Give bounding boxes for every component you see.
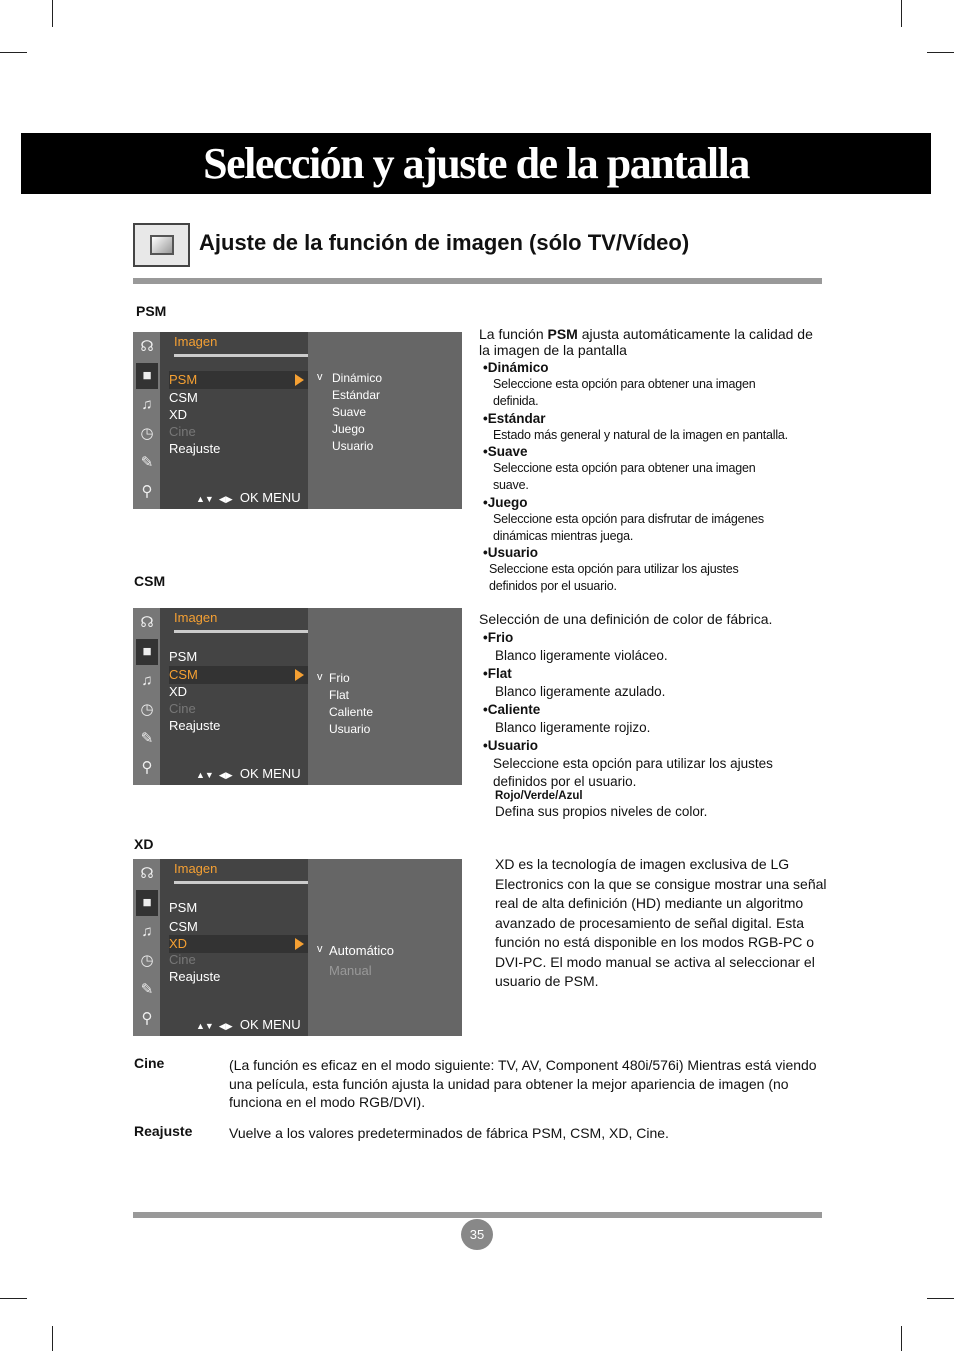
bullet-item: •Frio — [483, 630, 514, 645]
osd-header: Imagen — [174, 610, 218, 625]
psm-label: PSM — [136, 303, 167, 319]
crop-mark — [0, 1298, 27, 1299]
csm-label: CSM — [134, 573, 166, 589]
bullet-desc: Seleccione esta opción para utilizar los ajustes — [489, 562, 739, 576]
osd-header: Imagen — [174, 334, 218, 349]
osd-icon-strip — [133, 332, 160, 509]
bullet-desc: Seleccione esta opción para utilizar los ajustes — [493, 756, 773, 771]
top-rule — [133, 278, 822, 284]
arrow-right-icon — [295, 669, 304, 681]
reajuste-description: Vuelve a los valores predeterminados de fábrica PSM, CSM, XD, Cine. — [229, 1125, 669, 1141]
osd-footer: ▲▼ ◀▶ OK MENU — [196, 1017, 301, 1032]
osd-option[interactable]: Suave — [332, 405, 367, 419]
crop-mark — [901, 0, 902, 27]
crop-mark — [52, 0, 53, 27]
bullet-desc: Seleccione esta opción para obtener una imagen — [493, 461, 756, 475]
osd-option[interactable]: Dinámico — [332, 371, 383, 385]
lock-icon: ⚲ — [141, 759, 153, 776]
picture-icon: ■ — [136, 890, 158, 916]
picture-icon — [133, 223, 190, 267]
osd-icon-strip — [133, 859, 160, 1036]
page-number: 35 — [461, 1219, 493, 1250]
arrow-right-icon — [295, 938, 304, 950]
bullet-item: •Estándar — [483, 411, 546, 426]
bullet-item: •Usuario — [483, 545, 538, 560]
bullet-desc: Blanco ligeramente rojizo. — [495, 720, 651, 735]
title-bar — [21, 133, 931, 194]
option-icon: ✎ — [140, 730, 154, 747]
section-title: Ajuste de la función de imagen (sólo TV/Vídeo) — [199, 230, 690, 255]
reajuste-label: Reajuste — [134, 1123, 193, 1139]
osd-item-csm[interactable]: CSM — [169, 666, 308, 684]
antenna-icon: ☊ — [140, 338, 154, 355]
osd-header: Imagen — [174, 861, 218, 876]
bullet-desc: definida. — [493, 394, 539, 408]
osd-option[interactable]: Manual — [329, 963, 372, 978]
osd-item-xd[interactable]: XD — [169, 407, 188, 422]
osd-menu-psm — [133, 332, 462, 509]
page-title: Selección y ajuste de la pantalla — [203, 139, 749, 188]
check-icon: v — [317, 671, 323, 683]
osd-icon-strip — [133, 608, 160, 785]
bullet-desc: Blanco ligeramente azulado. — [495, 684, 666, 699]
check-icon: v — [317, 371, 323, 383]
bullet-desc: suave. — [493, 478, 529, 492]
audio-icon: ♫ — [141, 396, 153, 413]
bullet-item: •Suave — [483, 444, 528, 459]
osd-item-psm[interactable]: PSM — [169, 900, 198, 915]
bullet-item: •Flat — [483, 666, 512, 681]
clock-icon: ◷ — [140, 701, 154, 718]
lock-icon: ⚲ — [141, 1010, 153, 1027]
option-icon: ✎ — [140, 981, 154, 998]
osd-footer: ▲▼ ◀▶ OK MENU — [196, 766, 301, 781]
cine-description: (La función es eficaz en el modo siguiente: TV, AV, Component 480i/576i) Mientras está viendo una película, esta función ajusta la unidad para obtener la mejor apariencia de imagen (no funciona en el modo RGB/DVI). — [229, 1057, 817, 1110]
osd-item-csm[interactable]: CSM — [169, 390, 198, 405]
antenna-icon: ☊ — [140, 865, 154, 882]
check-icon: v — [317, 943, 323, 955]
bullet-item: •Dinámico — [483, 360, 549, 375]
option-icon: ✎ — [140, 454, 154, 471]
antenna-icon: ☊ — [140, 614, 154, 631]
osd-option[interactable]: Juego — [332, 422, 365, 436]
osd-footer: ▲▼ ◀▶ OK MENU — [196, 490, 301, 505]
bullet-desc: Seleccione esta opción para disfrutar de imágenes — [493, 512, 764, 526]
cine-label: Cine — [134, 1055, 165, 1071]
bullet-item: •Juego — [483, 495, 528, 510]
osd-item-psm[interactable]: PSM — [169, 371, 308, 389]
audio-icon: ♫ — [141, 923, 153, 940]
csm-intro: Selección de una definición de color de fábrica. — [479, 611, 773, 627]
osd-option[interactable]: Flat — [329, 688, 350, 702]
psm-intro-line2: la imagen de la pantalla — [479, 342, 627, 358]
osd-option[interactable]: Frio — [329, 671, 350, 685]
audio-icon: ♫ — [141, 672, 153, 689]
clock-icon: ◷ — [140, 952, 154, 969]
picture-icon: ■ — [136, 363, 158, 389]
bullet-desc: Estado más general y natural de la imagen en pantalla. — [493, 428, 788, 442]
osd-item-xd[interactable]: XD — [169, 684, 188, 699]
osd-item-cine[interactable]: Cine — [169, 952, 196, 967]
bullet-desc: definidos por el usuario. — [493, 774, 637, 789]
osd-option[interactable]: Caliente — [329, 705, 374, 719]
bullet-desc: Seleccione esta opción para obtener una imagen — [493, 377, 756, 391]
osd-item-psm[interactable]: PSM — [169, 649, 198, 664]
crop-mark — [52, 1326, 53, 1351]
osd-option[interactable]: Usuario — [329, 722, 371, 736]
clock-icon: ◷ — [140, 425, 154, 442]
osd-item-reajuste[interactable]: Reajuste — [169, 718, 221, 733]
osd-item-reajuste[interactable]: Reajuste — [169, 969, 221, 984]
bullet-item: •Caliente — [483, 702, 541, 717]
xd-label: XD — [134, 836, 154, 852]
lock-icon: ⚲ — [141, 483, 153, 500]
osd-item-csm[interactable]: CSM — [169, 919, 198, 934]
bottom-rule — [133, 1212, 822, 1218]
osd-item-cine[interactable]: Cine — [169, 424, 196, 439]
arrow-right-icon — [295, 374, 304, 386]
osd-option[interactable]: Usuario — [332, 439, 374, 453]
bullet-desc: definidos por el usuario. — [489, 579, 617, 593]
crop-mark — [901, 1326, 902, 1351]
picture-icon: ■ — [136, 639, 158, 665]
osd-menu-xd — [133, 859, 462, 1036]
osd-option[interactable]: Automático — [329, 943, 395, 958]
crop-mark — [927, 52, 954, 53]
psm-intro: La función PSM ajusta automáticamente la calidad de — [479, 326, 813, 342]
osd-menu-csm — [133, 608, 462, 785]
osd-option[interactable]: Estándar — [332, 388, 381, 402]
bullet-desc: Blanco ligeramente violáceo. — [495, 648, 668, 663]
rgb-desc: Defina sus propios niveles de color. — [495, 804, 708, 819]
osd-item-cine[interactable]: Cine — [169, 701, 196, 716]
xd-description: XD es la tecnología de imagen exclusiva de LG Electronics con la que se consigue mostrar una señal real de alta definición (HD) mediante un algoritmo avanzado de procesamiento de señal digital. Esta función no está disponible en los modos RGB-PC o DVI-PC. El modo manual se activa al seleccionar el usuario de PSM. — [495, 856, 827, 989]
rgb-label: Rojo/Verde/Azul — [495, 790, 583, 802]
bullet-desc: dinámicas mientras juega. — [493, 529, 634, 543]
osd-item-xd[interactable]: XD — [169, 935, 308, 953]
osd-item-reajuste[interactable]: Reajuste — [169, 441, 221, 456]
bullet-item: •Usuario — [483, 738, 538, 753]
crop-mark — [0, 52, 27, 53]
crop-mark — [927, 1298, 954, 1299]
